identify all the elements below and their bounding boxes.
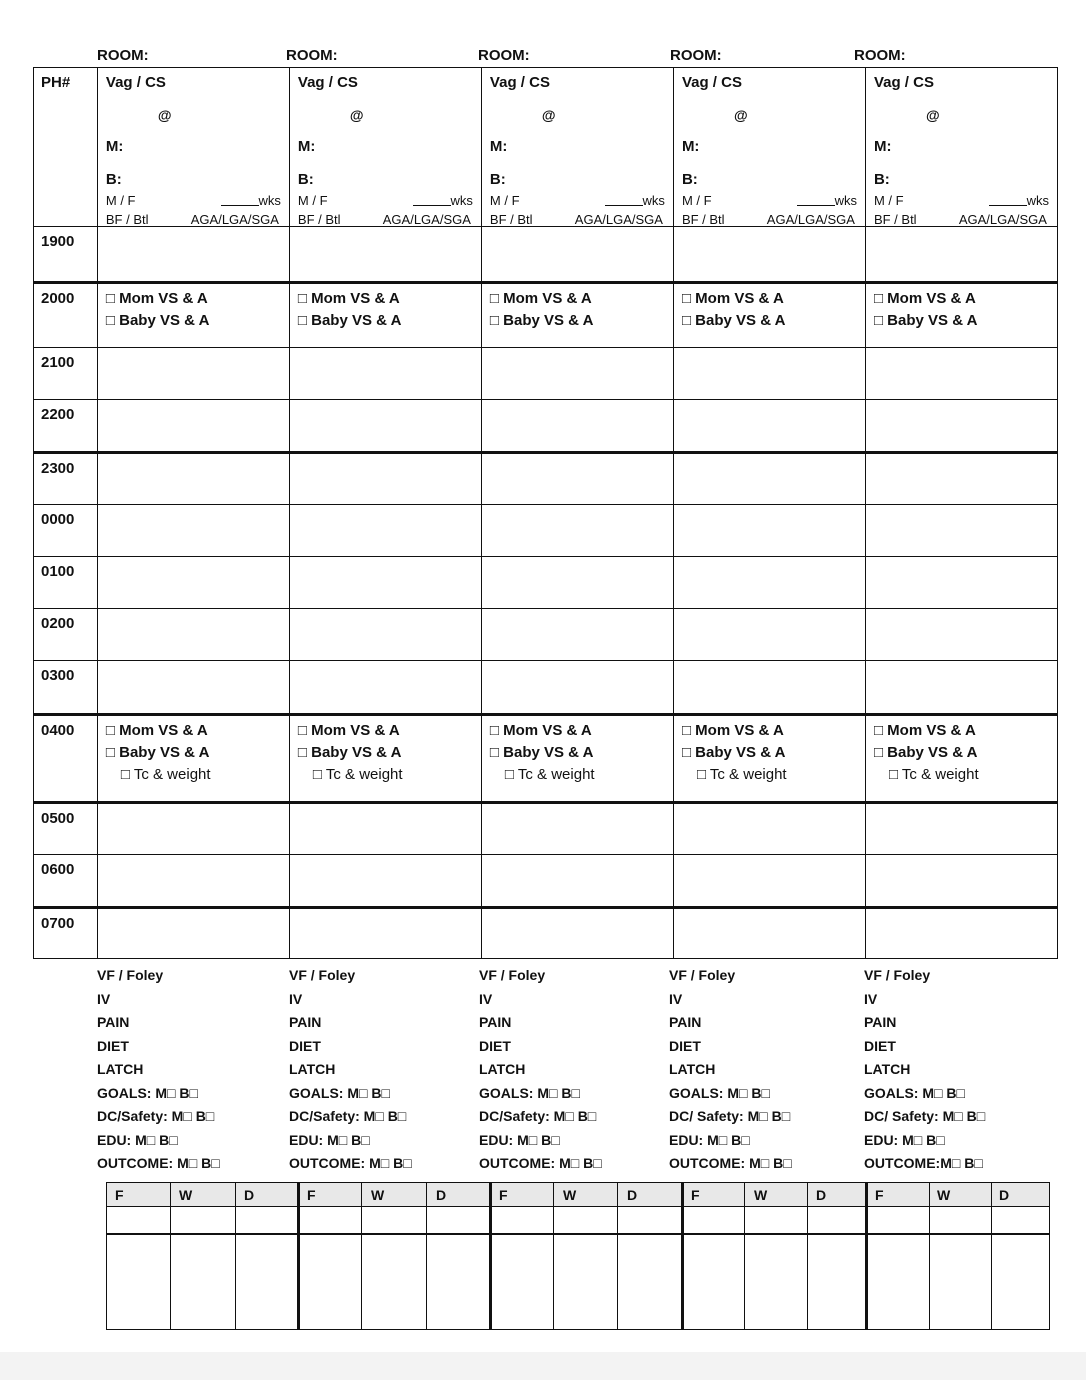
header-row <box>34 68 1057 226</box>
time-row <box>34 906 1057 958</box>
goals-checkbox[interactable]: GOALS: M□ B□ <box>864 1084 965 1101</box>
mom-vitals-checkbox[interactable]: □ Mom VS & A <box>681 290 784 307</box>
time-cell[interactable] <box>97 400 289 451</box>
baby-vitals-checkbox[interactable]: □ Baby VS & A <box>489 312 594 329</box>
size-label: AGA/LGA/SGA <box>382 212 471 227</box>
time-row <box>34 608 1057 660</box>
time-cell[interactable] <box>673 227 865 281</box>
mom-vitals-checkbox[interactable]: □ Mom VS & A <box>873 722 976 739</box>
fwd-f-label: F <box>499 1187 508 1203</box>
time-cell[interactable] <box>289 284 481 347</box>
baby-vitals-checkbox[interactable]: □ Baby VS & A <box>681 312 786 329</box>
time-cell[interactable] <box>865 505 1057 556</box>
time-cell[interactable] <box>481 804 673 854</box>
weeks-field: wks <box>413 190 473 211</box>
time-cell[interactable] <box>289 909 481 958</box>
time-label: 0100 <box>41 563 75 580</box>
mom-vitals-checkbox[interactable]: □ Mom VS & A <box>681 722 784 739</box>
baby-label: B: <box>681 171 698 188</box>
page-bottom-margin <box>0 1352 1086 1380</box>
sex-label: M / F <box>681 193 712 208</box>
sex-label: M / F <box>873 193 904 208</box>
iv-label: IV <box>479 990 493 1007</box>
time-cell[interactable] <box>481 609 673 660</box>
time-cell[interactable] <box>865 609 1057 660</box>
time-cell[interactable] <box>481 909 673 958</box>
tc-weight-checkbox[interactable]: □ Tc & weight <box>312 766 403 783</box>
patient-header[interactable] <box>673 68 865 226</box>
fwd-d-label: D <box>436 1187 447 1203</box>
mom-label: M: <box>681 138 700 155</box>
fwd-d-label: D <box>999 1187 1010 1203</box>
mom-vitals-checkbox[interactable]: □ Mom VS & A <box>489 722 592 739</box>
summary-column <box>669 964 792 1176</box>
time-cell[interactable] <box>97 557 289 608</box>
mom-vitals-checkbox[interactable]: □ Mom VS & A <box>297 722 400 739</box>
fwd-d-label: D <box>816 1187 827 1203</box>
ph-label: PH# <box>41 74 71 91</box>
fwd-w-label: W <box>754 1187 768 1203</box>
mom-vitals-checkbox[interactable]: □ Mom VS & A <box>873 290 976 307</box>
latch-label: LATCH <box>669 1061 716 1077</box>
vf-foley-label: VF / Foley <box>479 967 546 983</box>
baby-vitals-checkbox[interactable]: □ Baby VS & A <box>105 744 210 761</box>
baby-vitals-checkbox[interactable]: □ Baby VS & A <box>297 312 402 329</box>
goals-checkbox[interactable]: GOALS: M□ B□ <box>669 1084 770 1101</box>
time-row <box>34 399 1057 451</box>
at-symbol: @ <box>925 107 940 123</box>
at-symbol: @ <box>157 107 172 123</box>
baby-vitals-checkbox[interactable]: □ Baby VS & A <box>297 744 402 761</box>
tc-weight-checkbox[interactable]: □ Tc & weight <box>120 766 211 783</box>
time-label: 2100 <box>41 354 75 371</box>
at-symbol: @ <box>541 107 556 123</box>
edu-checkbox[interactable]: EDU: M□ B□ <box>864 1131 945 1148</box>
room-label: ROOM: <box>97 47 149 64</box>
time-cell[interactable] <box>865 716 1057 801</box>
latch-label: LATCH <box>864 1061 911 1077</box>
time-label: 0200 <box>41 615 75 632</box>
time-cell[interactable] <box>97 804 289 854</box>
time-cell[interactable] <box>865 855 1057 906</box>
delivery-type: Vag / CS <box>489 74 550 91</box>
time-label: 0500 <box>41 810 75 827</box>
diet-label: DIET <box>479 1037 511 1054</box>
time-cell[interactable] <box>97 284 289 347</box>
pain-label: PAIN <box>289 1014 322 1030</box>
outcome-checkbox[interactable]: OUTCOME: M□ B□ <box>289 1155 412 1171</box>
time-cell[interactable] <box>481 855 673 906</box>
pain-label: PAIN <box>479 1014 512 1030</box>
time-cell[interactable] <box>865 804 1057 854</box>
time-cell[interactable] <box>289 454 481 504</box>
time-label: 2000 <box>41 290 75 307</box>
fwd-f-label: F <box>691 1187 700 1203</box>
time-label: 0300 <box>41 667 75 684</box>
weeks-field: wks <box>605 190 665 211</box>
time-cell[interactable] <box>289 227 481 281</box>
fwd-table[interactable] <box>106 1182 1050 1330</box>
time-cell[interactable] <box>97 609 289 660</box>
diet-label: DIET <box>864 1037 896 1054</box>
time-cell[interactable] <box>865 909 1057 958</box>
mom-vitals-checkbox[interactable]: □ Mom VS & A <box>105 290 208 307</box>
delivery-type: Vag / CS <box>681 74 742 91</box>
time-row <box>34 660 1057 713</box>
patient-header[interactable] <box>481 68 673 226</box>
baby-label: B: <box>105 171 122 188</box>
time-cell[interactable] <box>97 661 289 713</box>
time-cell[interactable] <box>673 609 865 660</box>
time-row <box>34 801 1057 854</box>
goals-checkbox[interactable]: GOALS: M□ B□ <box>289 1084 390 1101</box>
baby-label: B: <box>297 171 314 188</box>
feeding-label: BF / Btl <box>873 212 917 227</box>
pain-label: PAIN <box>864 1014 897 1030</box>
iv-label: IV <box>864 990 878 1007</box>
time-cell[interactable] <box>673 855 865 906</box>
room-label: ROOM: <box>478 47 530 64</box>
fwd-w-label: W <box>563 1187 577 1203</box>
room-label: ROOM: <box>286 47 338 64</box>
weeks-field: wks <box>221 190 281 211</box>
feeding-label: BF / Btl <box>489 212 533 227</box>
mom-label: M: <box>297 138 316 155</box>
diet-label: DIET <box>289 1037 321 1054</box>
time-cell[interactable] <box>481 400 673 451</box>
time-cell[interactable] <box>289 557 481 608</box>
time-cell[interactable] <box>673 909 865 958</box>
summary-column <box>97 964 220 1176</box>
time-cell[interactable] <box>865 284 1057 347</box>
time-cell[interactable] <box>481 661 673 713</box>
tc-weight-checkbox[interactable]: □ Tc & weight <box>504 766 595 783</box>
baby-label: B: <box>489 171 506 188</box>
outcome-checkbox[interactable]: OUTCOME: M□ B□ <box>479 1155 602 1171</box>
dc-safety-checkbox[interactable]: DC/ Safety: M□ B□ <box>864 1108 986 1124</box>
time-cell[interactable] <box>673 716 865 801</box>
diet-label: DIET <box>97 1037 129 1054</box>
sex-label: M / F <box>489 193 520 208</box>
patient-grid <box>33 67 1058 959</box>
time-cell[interactable] <box>289 716 481 801</box>
time-cell[interactable] <box>673 557 865 608</box>
mom-label: M: <box>105 138 124 155</box>
time-cell[interactable] <box>97 716 289 801</box>
mom-label: M: <box>489 138 508 155</box>
time-cell[interactable] <box>289 855 481 906</box>
time-cell[interactable] <box>97 348 289 399</box>
time-cell[interactable] <box>97 227 289 281</box>
time-label: 0400 <box>41 722 75 739</box>
baby-vitals-checkbox[interactable]: □ Baby VS & A <box>489 744 594 761</box>
time-cell[interactable] <box>673 454 865 504</box>
time-label: 1900 <box>41 233 75 250</box>
diet-label: DIET <box>669 1037 701 1054</box>
time-cell[interactable] <box>865 661 1057 713</box>
iv-label: IV <box>97 990 111 1007</box>
edu-checkbox[interactable]: EDU: M□ B□ <box>97 1131 178 1148</box>
time-cell[interactable] <box>673 400 865 451</box>
at-symbol: @ <box>733 107 748 123</box>
fwd-f-label: F <box>307 1187 316 1203</box>
time-cell[interactable] <box>673 505 865 556</box>
size-label: AGA/LGA/SGA <box>574 212 663 227</box>
vf-foley-label: VF / Foley <box>864 967 931 983</box>
feeding-label: BF / Btl <box>681 212 725 227</box>
baby-vitals-checkbox[interactable]: □ Baby VS & A <box>105 312 210 329</box>
dc-safety-checkbox[interactable]: DC/ Safety: M□ B□ <box>669 1108 791 1124</box>
dc-safety-checkbox[interactable]: DC/Safety: M□ B□ <box>97 1108 215 1124</box>
time-label: 0700 <box>41 915 75 932</box>
mom-vitals-checkbox[interactable]: □ Mom VS & A <box>489 290 592 307</box>
latch-label: LATCH <box>289 1061 336 1077</box>
time-cell[interactable] <box>673 348 865 399</box>
vf-foley-label: VF / Foley <box>669 967 736 983</box>
weeks-field: wks <box>989 190 1049 211</box>
time-cell[interactable] <box>481 454 673 504</box>
patient-header[interactable] <box>97 68 289 226</box>
fwd-f-label: F <box>115 1187 124 1203</box>
patient-header[interactable] <box>865 68 1057 226</box>
size-label: AGA/LGA/SGA <box>766 212 855 227</box>
pain-label: PAIN <box>669 1014 702 1030</box>
feeding-label: BF / Btl <box>297 212 341 227</box>
time-cell[interactable] <box>481 716 673 801</box>
time-cell[interactable] <box>289 661 481 713</box>
time-cell[interactable] <box>289 348 481 399</box>
time-row <box>34 713 1057 801</box>
time-cell[interactable] <box>673 284 865 347</box>
tc-weight-checkbox[interactable]: □ Tc & weight <box>888 766 979 783</box>
time-cell[interactable] <box>481 505 673 556</box>
edu-checkbox[interactable]: EDU: M□ B□ <box>289 1131 370 1148</box>
feeding-label: BF / Btl <box>105 212 149 227</box>
time-cell[interactable] <box>481 284 673 347</box>
baby-vitals-checkbox[interactable]: □ Baby VS & A <box>681 744 786 761</box>
outcome-checkbox[interactable]: OUTCOME:M□ B□ <box>864 1155 983 1171</box>
dc-safety-checkbox[interactable]: DC/Safety: M□ B□ <box>289 1108 407 1124</box>
time-row <box>34 556 1057 608</box>
fwd-w-label: W <box>937 1187 951 1203</box>
time-cell[interactable] <box>865 454 1057 504</box>
time-row <box>34 504 1057 556</box>
summary-column <box>864 964 985 1176</box>
dc-safety-checkbox[interactable]: DC/Safety: M□ B□ <box>479 1108 597 1124</box>
fwd-f-label: F <box>875 1187 884 1203</box>
time-label: 0000 <box>41 511 75 528</box>
time-cell[interactable] <box>865 227 1057 281</box>
time-cell[interactable] <box>97 909 289 958</box>
baby-vitals-checkbox[interactable]: □ Baby VS & A <box>873 312 978 329</box>
time-cell[interactable] <box>673 804 865 854</box>
fwd-divider <box>107 1233 1049 1235</box>
fwd-d-label: D <box>627 1187 638 1203</box>
time-cell[interactable] <box>289 804 481 854</box>
sex-label: M / F <box>105 193 136 208</box>
baby-label: B: <box>873 171 890 188</box>
vf-foley-label: VF / Foley <box>289 967 356 983</box>
summary-column <box>289 964 412 1176</box>
summary-column <box>479 964 602 1176</box>
outcome-checkbox[interactable]: OUTCOME: M□ B□ <box>97 1155 220 1171</box>
time-cell[interactable] <box>865 400 1057 451</box>
time-cell[interactable] <box>865 557 1057 608</box>
goals-checkbox[interactable]: GOALS: M□ B□ <box>479 1084 580 1101</box>
patient-header[interactable] <box>289 68 481 226</box>
time-cell[interactable] <box>97 454 289 504</box>
time-label: 2200 <box>41 406 75 423</box>
pain-label: PAIN <box>97 1014 130 1030</box>
room-label: ROOM: <box>854 47 906 64</box>
size-label: AGA/LGA/SGA <box>190 212 279 227</box>
time-cell[interactable] <box>481 348 673 399</box>
time-label: 0600 <box>41 861 75 878</box>
time-cell[interactable] <box>289 609 481 660</box>
time-cell[interactable] <box>289 400 481 451</box>
room-label: ROOM: <box>670 47 722 64</box>
delivery-type: Vag / CS <box>297 74 358 91</box>
time-row <box>34 226 1057 281</box>
time-cell[interactable] <box>481 227 673 281</box>
iv-label: IV <box>289 990 303 1007</box>
time-cell[interactable] <box>481 557 673 608</box>
time-row <box>34 347 1057 399</box>
time-cell[interactable] <box>97 855 289 906</box>
edu-checkbox[interactable]: EDU: M□ B□ <box>479 1131 560 1148</box>
fwd-w-label: W <box>179 1187 193 1203</box>
time-cell[interactable] <box>673 661 865 713</box>
mom-vitals-checkbox[interactable]: □ Mom VS & A <box>297 290 400 307</box>
time-cell[interactable] <box>289 505 481 556</box>
time-row <box>34 854 1057 906</box>
vf-foley-label: VF / Foley <box>97 967 164 983</box>
outcome-checkbox[interactable]: OUTCOME: M□ B□ <box>669 1155 792 1171</box>
edu-checkbox[interactable]: EDU: M□ B□ <box>669 1131 750 1148</box>
time-row <box>34 451 1057 504</box>
size-label: AGA/LGA/SGA <box>958 212 1047 227</box>
fwd-d-label: D <box>244 1187 255 1203</box>
goals-checkbox[interactable]: GOALS: M□ B□ <box>97 1084 198 1101</box>
time-row <box>34 281 1057 347</box>
time-cell[interactable] <box>865 348 1057 399</box>
mom-vitals-checkbox[interactable]: □ Mom VS & A <box>105 722 208 739</box>
delivery-type: Vag / CS <box>873 74 934 91</box>
baby-vitals-checkbox[interactable]: □ Baby VS & A <box>873 744 978 761</box>
time-label: 2300 <box>41 460 75 477</box>
fwd-w-label: W <box>371 1187 385 1203</box>
latch-label: LATCH <box>479 1061 526 1077</box>
at-symbol: @ <box>349 107 364 123</box>
latch-label: LATCH <box>97 1061 144 1077</box>
iv-label: IV <box>669 990 683 1007</box>
sex-label: M / F <box>297 193 328 208</box>
delivery-type: Vag / CS <box>105 74 166 91</box>
weeks-field: wks <box>797 190 857 211</box>
tc-weight-checkbox[interactable]: □ Tc & weight <box>696 766 787 783</box>
time-cell[interactable] <box>97 505 289 556</box>
mom-label: M: <box>873 138 892 155</box>
